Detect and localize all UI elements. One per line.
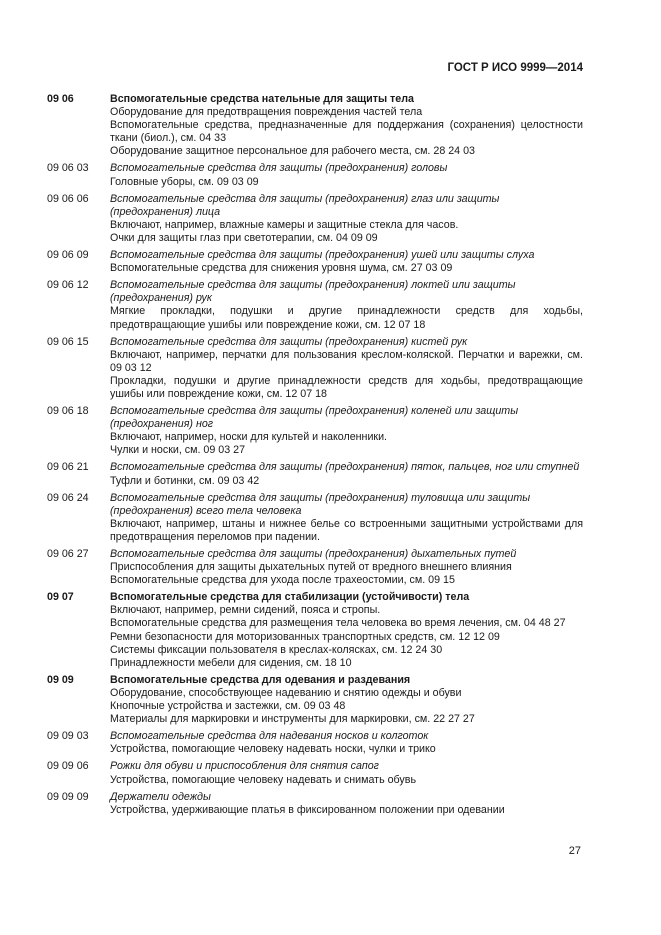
classification-entry (47, 249, 583, 275)
entry-title: Вспомогательные средства для защиты (предохранения) локтей или защиты (предохранения) рук (110, 279, 516, 305)
entry-title: Держатели одежды (110, 790, 211, 803)
entry-line: Туфли и ботинки, см. 09 03 42 (110, 474, 260, 487)
classification-entry (47, 336, 583, 401)
entry-code: 09 09 06 (47, 760, 89, 773)
entry-body (110, 548, 583, 587)
entry-body (110, 405, 583, 457)
classification-entry (47, 674, 583, 726)
entry-line: Принадлежности мебели для сидения, см. 18 10 (110, 656, 352, 669)
classification-entry (47, 93, 583, 158)
entry-body (110, 674, 583, 726)
entry-line: Очки для защиты глаз при светотерапии, см. 04 09 09 (110, 231, 378, 244)
entry-line: Оборудование для предотвращения повреждения частей тела (110, 106, 423, 119)
entry-title: Вспомогательные средства для защиты (предохранения) туловища или защиты (предохранения) всего тела человека (110, 491, 531, 517)
classification-entry (47, 760, 583, 786)
entry-line: Устройства, удерживающие платья в фиксированном положении при одевании (110, 803, 505, 816)
entry-code: 09 06 18 (47, 405, 89, 418)
entry-title: Вспомогательные средства для защиты (предохранения) ушей или защиты слуха (110, 249, 535, 262)
entry-code: 09 06 (47, 93, 74, 105)
classification-list (47, 93, 583, 821)
entry-code: 09 06 06 (47, 192, 89, 205)
entry-body (110, 93, 583, 158)
entry-body (110, 730, 583, 756)
entry-code: 09 06 09 (47, 249, 89, 262)
entry-line: Прокладки, подушки и другие принадлежности средств для ходьбы, предотвращающие ушибы или повреждение кожи, см. 12 07 18 (110, 374, 583, 400)
entry-body (110, 791, 583, 817)
classification-entry (47, 591, 583, 670)
entry-body (110, 461, 583, 487)
entry-line: Вспомогательные средства, предназначенные для поддержания (сохранения) целостности ткани (биол.), см. 04 33 (110, 119, 583, 145)
entry-line: Включают, например, штаны и нижнее белье со встроенными защитными устройствами для предотвращения переломов при падении. (110, 517, 583, 543)
entry-line: Приспособления для защиты дыхательных путей от вредного внешнего влияния (110, 561, 512, 574)
entry-title: Рожки для обуви и приспособления для снятия сапог (110, 760, 379, 773)
entry-body (110, 336, 583, 401)
entry-line: Включают, например, ремни сидений, пояса и стропы. (110, 604, 381, 617)
classification-entry (47, 405, 583, 457)
entry-line: Мягкие прокладки, подушки и другие принадлежности средств для ходьбы, предотвращающие ушибы или повреждение кожи, см. 12 07 18 (110, 305, 583, 331)
entry-code: 09 07 (47, 591, 74, 604)
entry-title: Вспомогательные средства для стабилизации (устойчивости) тела (110, 591, 470, 604)
entry-body (110, 492, 583, 544)
classification-entry (47, 791, 583, 817)
entry-line: Включают, например, перчатки для пользования креслом-коляской. Перчатки и варежки, см. 09 03 12 (110, 348, 583, 374)
entry-line: Головные уборы, см. 09 03 09 (110, 175, 259, 188)
classification-entry (47, 492, 583, 544)
entry-line: Устройства, помогающие человеку надевать носки, чулки и трико (110, 743, 436, 756)
document-header: ГОСТ Р ИСО 9999—2014 (447, 62, 583, 74)
entry-line: Включают, например, носки для культей и наколенники. (110, 431, 388, 444)
entry-line: Вспомогательные средства для снижения уровня шума, см. 27 03 09 (110, 262, 453, 275)
entry-title: Вспомогательные средства для защиты (предохранения) пяток, пальцев, ног или ступней (110, 461, 580, 474)
classification-entry (47, 730, 583, 756)
entry-title: Вспомогательные средства для защиты (предохранения) головы (110, 162, 448, 175)
entry-code: 09 06 27 (47, 548, 89, 560)
entry-code: 09 09 (47, 673, 74, 686)
entry-line: Кнопочные устройства и застежки, см. 09 03 48 (110, 700, 346, 713)
classification-entry (47, 193, 583, 245)
entry-line: Вспомогательные средства для размещения тела человека во время лечения, см. 04 48 27 (110, 617, 566, 630)
classification-entry (47, 548, 583, 587)
entry-body (110, 249, 583, 275)
entry-line: Оборудование защитное персональное для рабочего места, см. 28 24 03 (110, 145, 475, 158)
entry-code: 09 06 12 (47, 279, 89, 292)
entry-code: 09 09 03 (47, 730, 89, 743)
entry-title: Вспомогательные средства для защиты (предохранения) дыхательных путей (110, 548, 517, 560)
entry-code: 09 09 09 (47, 790, 89, 803)
entry-body (110, 591, 583, 670)
entry-title: Вспомогательные средства для защиты (предохранения) глаз или защиты (предохранения) лица (110, 192, 500, 218)
entry-line: Оборудование, способствующее надеванию и снятию одежды и обуви (110, 686, 462, 699)
classification-entry (47, 279, 583, 331)
entry-title: Вспомогательные средства для защиты (предохранения) кистей рук (110, 335, 468, 348)
entry-line: Включают, например, влажные камеры и защитные стекла для часов. (110, 218, 459, 231)
entry-code: 09 06 15 (47, 335, 89, 348)
entry-body (110, 760, 583, 786)
entry-body (110, 279, 583, 331)
entry-code: 09 06 21 (47, 461, 89, 474)
entry-title: Вспомогательные средства для защиты (предохранения) коленей или защиты (предохранения) ног (110, 405, 519, 431)
entry-title: Вспомогательные средства для одевания и раздевания (110, 673, 411, 686)
entry-title: Вспомогательные средства для надевания носков и колготок (110, 730, 429, 743)
entry-code: 09 06 03 (47, 162, 89, 175)
entry-line: Чулки и носки, см. 09 03 27 (110, 444, 246, 457)
entry-body (110, 162, 583, 188)
classification-entry (47, 162, 583, 188)
entry-line: Вспомогательные средства для ухода после трахеостомии, см. 09 15 (110, 574, 455, 587)
entry-title: Вспомогательные средства нательные для защиты тела (110, 93, 414, 105)
entry-line: Системы фиксации пользователя в креслах-колясках, см. 12 24 30 (110, 643, 443, 656)
entry-code: 09 06 24 (47, 491, 89, 504)
entry-line: Устройства, помогающие человеку надевать и снимать обувь (110, 773, 417, 786)
entry-line: Материалы для маркировки и инструменты для маркировки, см. 22 27 27 (110, 713, 475, 726)
classification-entry (47, 461, 583, 487)
page-number: 27 (568, 845, 581, 857)
entry-line: Ремни безопасности для моторизованных транспортных средств, см. 12 12 09 (110, 630, 500, 643)
entry-body (110, 193, 583, 245)
